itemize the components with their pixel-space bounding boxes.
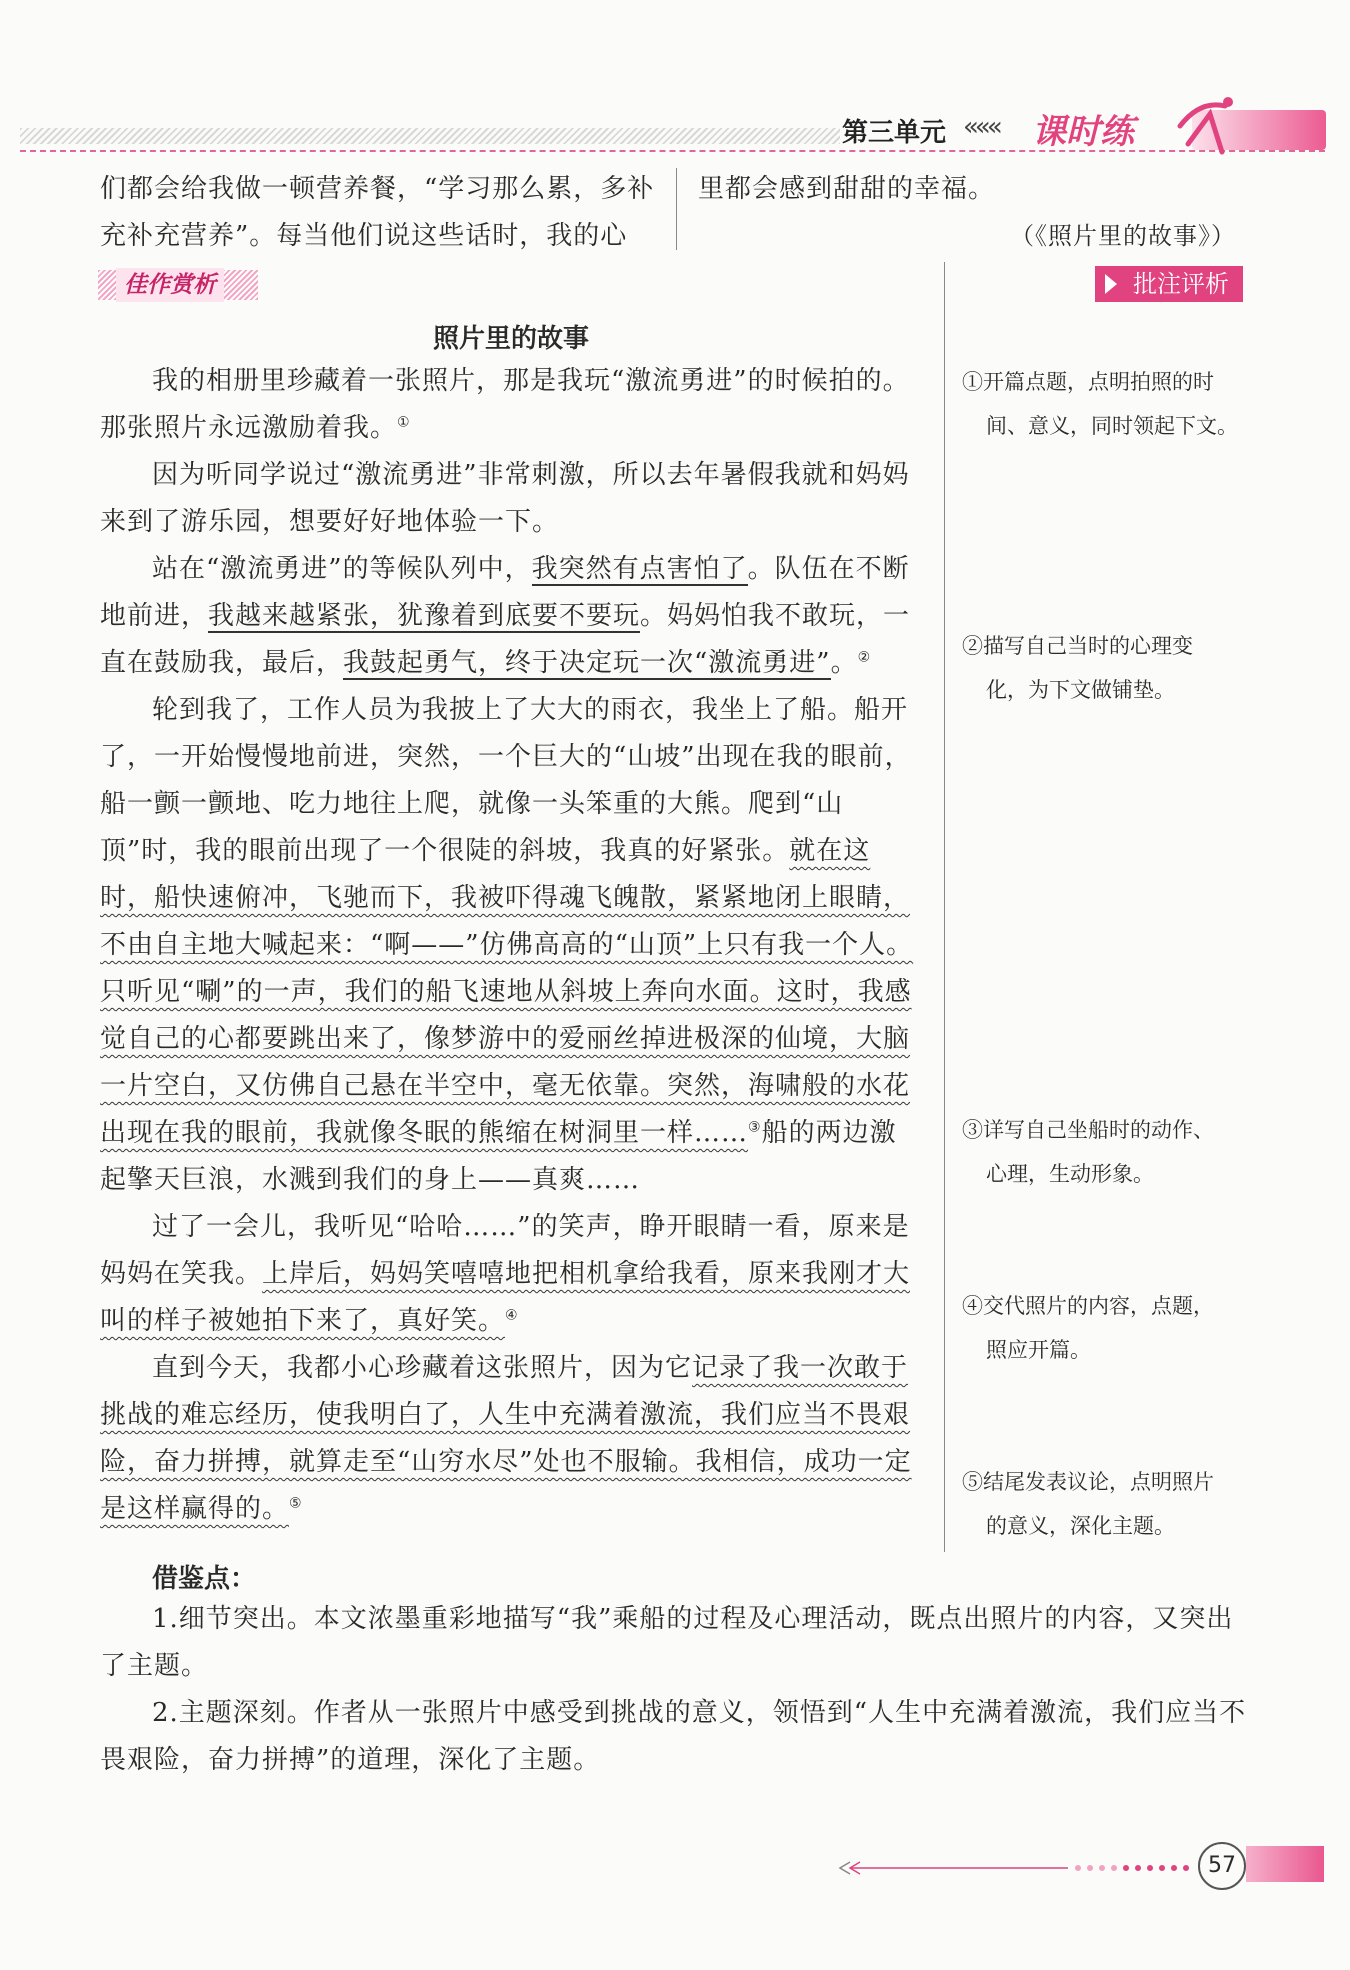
essay-body — [100, 358, 922, 1533]
essay-title: 照片里的故事 — [432, 324, 589, 354]
note-marker-2: ② — [857, 649, 872, 666]
note-marker-1: ① — [397, 414, 411, 431]
page-number: 57 — [1198, 1842, 1246, 1890]
essay-paragraph-1 — [100, 358, 922, 452]
essay-paragraph-6 — [100, 1345, 922, 1533]
essay-paragraph-4 — [100, 687, 922, 1204]
essay-paragraph-3 — [100, 546, 922, 687]
side-note-5-line2: 的意义，深化主题。 — [986, 1514, 1175, 1538]
jiejian-body — [100, 1596, 1252, 1784]
star-mascot-icon — [1170, 92, 1240, 162]
p4-text-b: 船的两边激起擎天巨浪，水溅到我们的身上——真爽…… — [100, 1118, 897, 1195]
side-note-2 — [962, 624, 1262, 712]
footer-bar — [1246, 1846, 1324, 1882]
section-tag-pizhu: 批注评析 — [1095, 266, 1243, 302]
column-divider-top — [676, 168, 677, 250]
p4-text-a: 轮到我了，工作人员为我披上了大大的雨衣，我坐上了船。船开了，一开始慢慢地前进，突然，一个巨大的“山坡”出现在我的眼前，船一颤一颤地、吃力地往上爬，就像一头笨重的大熊。爬到“山顶”时，我的眼前出现了一个很陡的斜坡，我真的好紧张。 — [100, 695, 912, 866]
p1-text: 我的相册里珍藏着一张照片，那是我玩“激流勇进”的时候拍的。那张照片永远激励着我。 — [100, 366, 910, 443]
p5-wavy-underline: 上岸后，妈妈笑嘻嘻地把相机拿给我看，原来我刚才大叫的样子被她拍下来了，真好笑。 — [100, 1259, 911, 1336]
top-left-text — [100, 166, 660, 260]
header-hatch — [20, 128, 840, 144]
brand-title: 课时练 — [1032, 112, 1134, 152]
top-left-line: 充补充营养”。每当他们说这些话时，我的心 — [100, 221, 628, 251]
p3-text-b: 。队伍在不断地前进， — [100, 554, 910, 631]
side-note-1-line2: 间、意义，同时领起下文。 — [986, 414, 1238, 438]
side-note-5-line1: ⑤结尾发表议论，点明照片 — [962, 1470, 1214, 1494]
p4-wavy-underline: 就在这时，船快速俯冲，飞驰而下，我被吓得魂飞魄散，紧紧地闭上眼睛，不由自主地大喊起来：“啊——”仿佛高高的“山顶”上只有我一个人。只听见“唰”的一声，我们的船飞速地从斜坡上奔向水面。这时，我感觉自己的心都要跳出来了，像梦游中的爱丽丝掉进极深的仙境，大脑一片空白，又仿佛自己悬在半空中，毫无依靠。突然，海啸般的水花出现在我的眼前，我就像冬眠的熊缩在树洞里一样…… — [100, 836, 914, 1148]
column-divider — [944, 262, 945, 1552]
footer-arrow-icon — [838, 1860, 1198, 1876]
jiejian-title: 借鉴点： — [152, 1564, 257, 1594]
side-note-3 — [962, 1108, 1262, 1196]
side-note-4-line1: ④交代照片的内容，点题， — [962, 1294, 1214, 1318]
top-left-line: 们都会给我做一顿营养餐，“学习那么累，多补 — [100, 174, 655, 204]
p3-text-d: 。 — [830, 648, 858, 678]
note-marker-4: ④ — [505, 1307, 519, 1324]
section-tag-jiazuo-label: 佳作赏析 — [116, 268, 224, 302]
side-note-2-line1: ②描写自己当时的心理变 — [962, 634, 1193, 658]
unit-title: 第三单元 — [842, 118, 947, 148]
source-citation: （《照片里的故事》） — [1010, 222, 1236, 250]
p3-underline-3: 我鼓起勇气，终于决定玩一次“激流勇进” — [343, 648, 831, 678]
side-note-1 — [962, 360, 1262, 448]
top-right-line: 里都会感到甜甜的幸福。 — [698, 174, 996, 204]
p3-underline-1: 我突然有点害怕了 — [531, 554, 748, 584]
side-note-5 — [962, 1460, 1262, 1548]
jiejian-point-2: 2.主题深刻。作者从一张照片中感受到挑战的意义，领悟到“人生中充满着激流，我们应当不畏艰险，奋力拼搏”的道理，深化了主题。 — [100, 1698, 1247, 1775]
p6-text-a: 直到今天，我都小心珍藏着这张照片，因为它 — [152, 1353, 693, 1383]
p5-text-a: 过了一会儿，我听见“哈哈……”的笑声，睁开眼睛一看，原来是妈妈在笑我。 — [100, 1212, 910, 1289]
side-note-2-line2: 化，为下文做铺垫。 — [986, 678, 1175, 702]
p3-text-c: 。妈妈怕我不敢玩，一直在鼓励我，最后， — [100, 601, 911, 678]
unit-arrows: ««« — [963, 112, 999, 142]
essay-paragraph-2: 因为听同学说过“激流勇进”非常刺激，所以去年暑假我就和妈妈来到了游乐园，想要好好地体验一下。 — [100, 460, 910, 537]
side-note-4-line2: 照应开篇。 — [986, 1338, 1091, 1362]
side-note-1-line1: ①开篇点题，点明拍照的时 — [962, 370, 1214, 394]
essay-paragraph-5 — [100, 1204, 922, 1345]
note-marker-5: ⑤ — [289, 1495, 303, 1512]
p6-wavy-underline: 记录了我一次敢于挑战的难忘经历，使我明白了，人生中充满着激流，我们应当不畏艰险，奋力拼搏，就算走至“山穷水尽”处也不服输。我相信，成功一定是这样赢得的。 — [100, 1353, 912, 1524]
p3-text-a: 站在“激流勇进”的等候队列中， — [152, 554, 532, 584]
jiejian-point-1: 1.细节突出。本文浓墨重彩地描写“我”乘船的过程及心理活动，既点出照片的内容，又突出了主题。 — [100, 1604, 1234, 1681]
section-tag-jiazuo — [98, 270, 258, 300]
p3-underline-2: 我越来越紧张，犹豫着到底要不要玩 — [208, 601, 641, 631]
side-note-3-line2: 心理，生动形象。 — [986, 1162, 1154, 1186]
side-note-4 — [962, 1284, 1262, 1372]
side-note-3-line1: ③详写自己坐船时的动作、 — [962, 1118, 1214, 1142]
note-marker-3: ③ — [748, 1119, 762, 1136]
